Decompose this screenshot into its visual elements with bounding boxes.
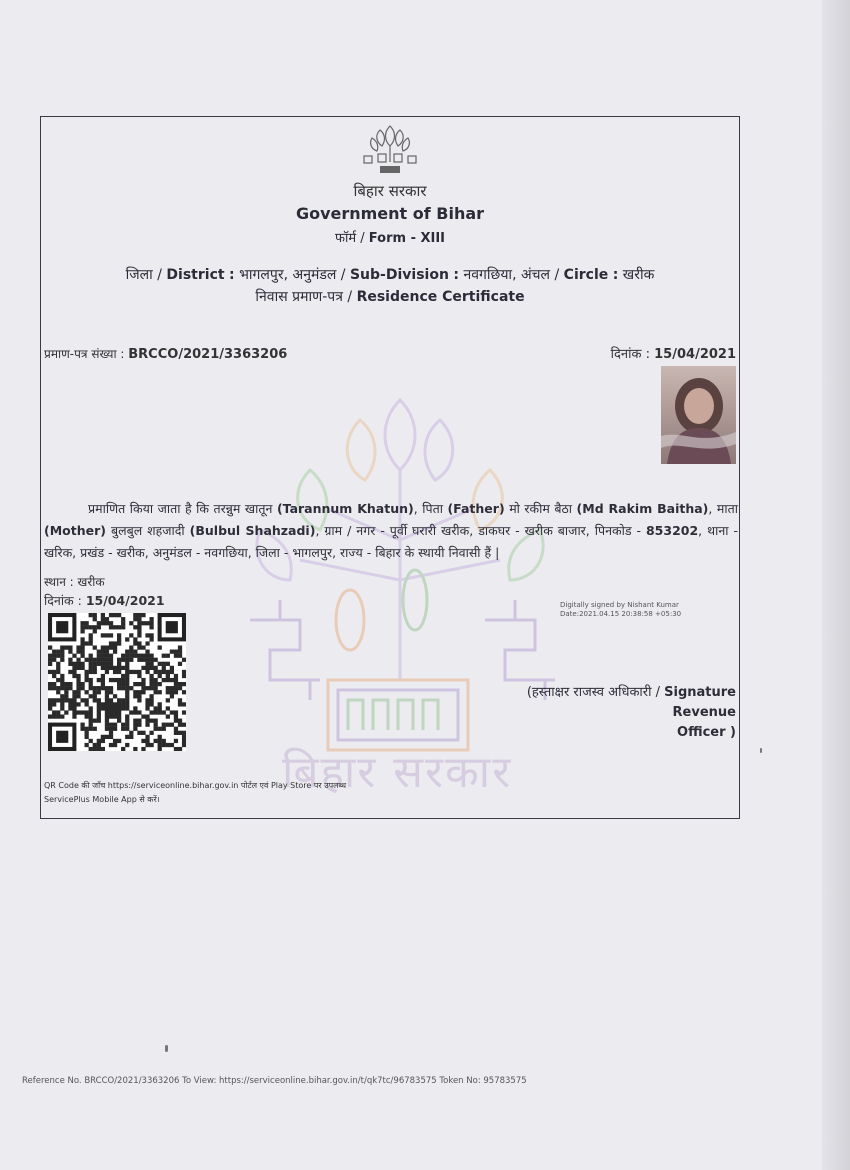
- qr-verification-note: [44, 779, 464, 807]
- paper-speck: [760, 748, 762, 753]
- certificate-number: प्रमाण-पत्र संख्या : BRCCO/2021/3363206: [44, 347, 288, 362]
- watermark-text: बिहार सरकार: [282, 747, 513, 798]
- issue-date: दिनांक : 15/04/2021: [610, 347, 736, 362]
- header-title-english: Government of Bihar: [295, 204, 485, 223]
- place-of-issue: स्थान : खरीक: [44, 575, 105, 589]
- qr-note-line1: QR Code की जाँच https://serviceonline.bihar.gov.in पोर्टल एवं Play Store पर उपलब्ध: [44, 781, 347, 790]
- district-line: जिला / District : भागलपुर, अनुमंडल / Sub-Division : नवगछिया, अंचल / Circle : खरीक: [125, 267, 655, 283]
- certificate-body: प्रमाणित किया जाता है कि तरन्नुम खातून (Tarannum Khatun), पिता (Father) मो रकीम बैठा (Md Rakim Baitha), माता (Mother) बुलबुल शहजादी (Bulbul Shahzadi), ग्राम / नगर - पूर्वी घरारी खरीक, डाकघर - खरीक बाजार, पिनकोड - 853202, थाना - खरिक, प्रखंड - खरीक, अनुमंडल - नवगछिया, जिला - भागलपुर, राज्य - बिहार के स्थायी निवासी हैं |: [44, 501, 738, 560]
- bihar-emblem-icon: [358, 118, 422, 182]
- applicant-photo: [661, 366, 736, 464]
- qr-note-line2: ServicePlus Mobile App से करें।: [44, 795, 160, 804]
- form-number: फॉर्म / Form - XIII: [334, 231, 446, 246]
- certificate-type: निवास प्रमाण-पत्र / Residence Certificate: [255, 289, 525, 305]
- place-date: दिनांक : 15/04/2021: [44, 593, 165, 608]
- signature-title: (हस्ताक्षर राजस्व अधिकारी / Signature Revenue Officer ): [526, 685, 736, 740]
- digital-signature-line1: Digitally signed by Nishant Kumar: [560, 601, 679, 609]
- header-title-hindi: बिहार सरकार: [353, 182, 427, 200]
- paper-edge-shadow: [822, 0, 850, 1170]
- digital-signature: [560, 601, 720, 619]
- qr-code: [48, 613, 186, 751]
- reference-footer: Reference No. BRCCO/2021/3363206 To View: https://serviceonline.bihar.gov.in/t/qk7tc/96783575 Token No: 95783575: [22, 1076, 527, 1086]
- digital-signature-line2: Date:2021.04.15 20:38:58 +05:30: [560, 610, 682, 618]
- paper-speck: [165, 1045, 168, 1052]
